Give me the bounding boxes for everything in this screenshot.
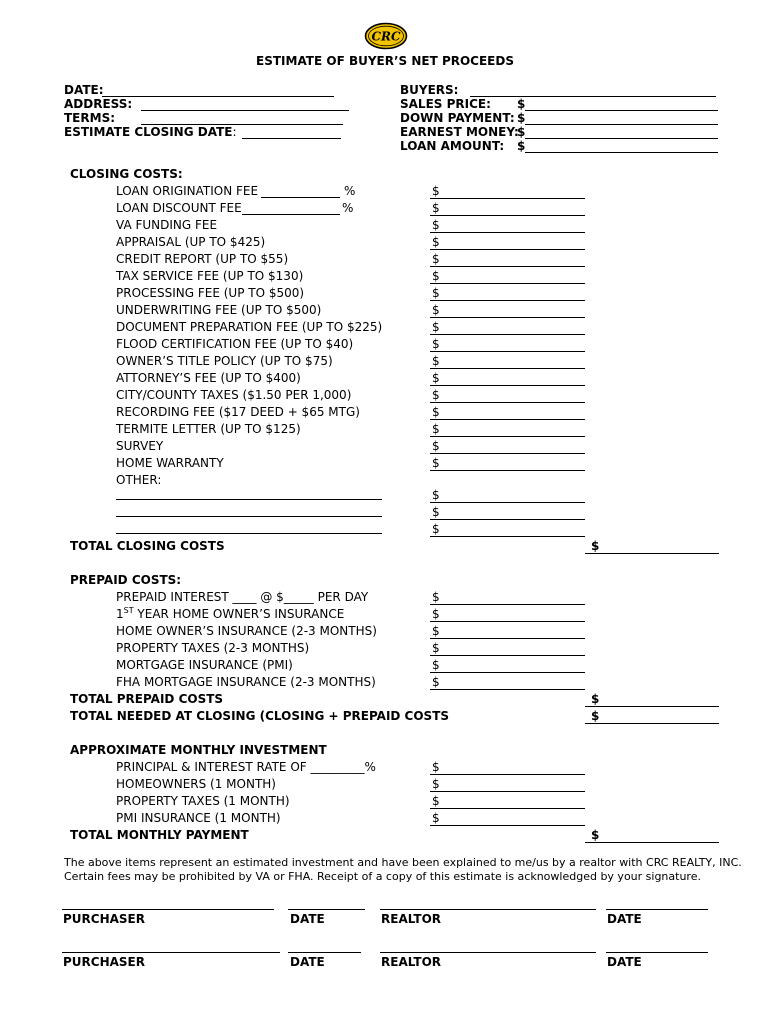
other-amount-field[interactable] [430,488,585,503]
first-year-number: 1 [116,607,124,621]
closing-cost-item-label: TERMITE LETTER (UP TO $125) [116,422,301,436]
loan-discount-amount-field[interactable] [430,201,585,216]
total-closing-costs-field[interactable] [585,539,719,554]
closing-cost-item-amount-field[interactable] [430,218,585,233]
dollar-sign: $ [432,201,440,215]
ordinal-suffix: ST [123,606,134,615]
estimate-closing-date-row [64,125,237,139]
dollar-sign: $ [432,422,440,436]
closing-cost-item-label: PROCESSING FEE (UP TO $500) [116,286,305,300]
monthly-item-amount-field[interactable] [430,811,585,826]
closing-cost-item-amount-field[interactable] [430,252,585,267]
total-monthly-payment-label: TOTAL MONTHLY PAYMENT [70,828,249,842]
realtor-signature-line[interactable] [380,952,596,953]
prepaid-cost-item-amount-field[interactable] [430,675,585,690]
dollar-sign: $ [432,658,440,672]
buyers-label: BUYERS: [400,83,459,97]
closing-cost-item-label: CREDIT REPORT (UP TO $55) [116,252,289,266]
dollar-sign: $ [591,828,600,842]
closing-cost-item-label: DOCUMENT PREPARATION FEE (UP TO $225) [116,320,383,334]
dollar-sign: $ [432,337,440,351]
loan-origination-fee-label: LOAN ORIGINATION FEE [116,184,259,198]
dollar-sign: $ [432,218,440,232]
closing-cost-item-label: UNDERWRITING FEE (UP TO $500) [116,303,322,317]
other-amount-field[interactable] [430,505,585,520]
loan-amount-field[interactable] [525,152,718,153]
closing-cost-item-amount-field[interactable] [430,303,585,318]
closing-cost-item-label: APPRAISAL (UP TO $425) [116,235,266,249]
purchaser-date-line[interactable] [288,909,365,910]
dollar-sign: $ [432,235,440,249]
closing-cost-item-label: OWNER’S TITLE POLICY (UP TO $75) [116,354,333,368]
dollar-sign: $ [517,111,526,125]
total-closing-costs-label: TOTAL CLOSING COSTS [70,539,225,553]
disclaimer-line-1: The above items represent an estimated investment and have been explained to me/us by a realtor with CRC REALTY, INC. [64,856,742,869]
prepaid-cost-item-amount-field[interactable] [430,658,585,673]
estimate-closing-date-field[interactable] [242,138,341,139]
loan-discount-fee-label: LOAN DISCOUNT FEE [116,201,242,215]
monthly-investment-heading: APPROXIMATE MONTHLY INVESTMENT [70,743,327,757]
total-prepaid-costs-label: TOTAL PREPAID COSTS [70,692,224,706]
closing-cost-item-label: RECORDING FEE ($17 DEED + $65 MTG) [116,405,360,419]
total-monthly-payment-field[interactable] [585,828,719,843]
down-payment-label: DOWN PAYMENT: [400,111,515,125]
first-year-text: YEAR HOME OWNER’S INSURANCE [133,607,345,621]
dollar-sign: $ [432,505,440,519]
purchaser-label: PURCHASER [63,955,145,969]
closing-cost-item-amount-field[interactable] [430,235,585,250]
dollar-sign: $ [517,139,526,153]
dollar-sign: $ [432,371,440,385]
percent-sign: % [342,201,354,215]
dollar-sign: $ [432,252,440,266]
dollar-sign: $ [432,320,440,334]
address-label: ADDRESS: [64,97,133,111]
closing-costs-heading: CLOSING COSTS: [70,167,183,181]
buyers-field[interactable] [470,96,716,97]
percent-sign: % [344,184,356,198]
sales-price-field[interactable] [525,110,718,111]
closing-cost-item-amount-field[interactable] [430,371,585,386]
prepaid-interest-label: PREPAID INTEREST ____ @ $_____ PER DAY [116,590,369,604]
dollar-sign: $ [432,388,440,402]
other-description-field[interactable] [116,499,382,500]
prepaid-costs-heading: PREPAID COSTS: [70,573,182,587]
colon: : [232,125,237,139]
loan-amount-label: LOAN AMOUNT: [400,139,505,153]
prepaid-cost-item-amount-field[interactable] [430,624,585,639]
date-label: DATE [290,955,325,969]
date-label: DATE [290,912,325,926]
realtor-date-line[interactable] [606,952,708,953]
prepaid-interest-amount-field[interactable] [430,590,585,605]
total-needed-at-closing-label: TOTAL NEEDED AT CLOSING (CLOSING + PREPAID COSTS [70,709,450,723]
date-label: DATE: [64,83,104,97]
dollar-sign: $ [432,286,440,300]
other-description-field[interactable] [116,516,382,517]
monthly-item-amount-field[interactable] [430,777,585,792]
dollar-sign: $ [517,97,526,111]
dollar-sign: $ [432,675,440,689]
prepaid-cost-item-amount-field[interactable] [430,641,585,656]
first-year-insurance-amount-field[interactable] [430,607,585,622]
monthly-item-label: HOMEOWNERS (1 MONTH) [116,777,276,791]
dollar-sign: $ [591,692,600,706]
dollar-sign: $ [591,539,600,553]
monthly-item-label: PROPERTY TAXES (1 MONTH) [116,794,290,808]
dollar-sign: $ [432,641,440,655]
disclaimer-line-2: Certain fees may be prohibited by VA or FHA. Receipt of a copy of this estimate is acknowledged by your signature. [64,870,701,883]
prepaid-cost-item-label: PROPERTY TAXES (2-3 MONTHS) [116,641,310,655]
other-amount-field[interactable] [430,522,585,537]
sales-price-label: SALES PRICE: [400,97,491,111]
purchaser-label: PURCHASER [63,912,145,926]
realtor-signature-line[interactable] [380,909,596,910]
closing-cost-item-amount-field[interactable] [430,405,585,420]
dollar-sign: $ [432,522,440,536]
dollar-sign: $ [432,794,440,808]
closing-cost-item-amount-field[interactable] [430,269,585,284]
closing-cost-item-amount-field[interactable] [430,422,585,437]
dollar-sign: $ [432,811,440,825]
dollar-sign: $ [432,269,440,283]
address-field[interactable] [141,110,349,111]
closing-cost-item-amount-field[interactable] [430,320,585,335]
total-prepaid-costs-field[interactable] [585,692,719,707]
closing-cost-item-label: SURVEY [116,439,164,453]
other-description-field[interactable] [116,533,382,534]
dollar-sign: $ [432,624,440,638]
dollar-sign: $ [432,439,440,453]
principal-interest-amount-field[interactable] [430,760,585,775]
closing-cost-item-label: ATTORNEY’S FEE (UP TO $400) [116,371,301,385]
purchaser-signature-line[interactable] [62,909,274,910]
loan-origination-percent-field[interactable] [261,197,340,198]
closing-cost-item-amount-field[interactable] [430,354,585,369]
prepaid-cost-item-label: HOME OWNER’S INSURANCE (2-3 MONTHS) [116,624,377,638]
dollar-sign: $ [432,303,440,317]
closing-cost-item-label: HOME WARRANTY [116,456,224,470]
dollar-sign: $ [432,777,440,791]
dollar-sign: $ [591,709,600,723]
total-needed-at-closing-field[interactable] [585,709,719,724]
date-label: DATE [607,955,642,969]
closing-cost-item-amount-field[interactable] [430,388,585,403]
crc-logo [364,22,408,50]
closing-cost-item-label: OTHER: [116,473,162,487]
earnest-money-field[interactable] [525,138,718,139]
closing-cost-item-label: TAX SERVICE FEE (UP TO $130) [116,269,304,283]
dollar-sign: $ [432,405,440,419]
date-label: DATE [607,912,642,926]
earnest-money-label: EARNEST MONEY: [400,125,519,139]
closing-cost-item-label: FLOOD CERTIFICATION FEE (UP TO $40) [116,337,354,351]
svg-text:CRC: CRC [371,29,401,44]
realtor-label: REALTOR [381,955,442,969]
closing-cost-item-label: CITY/COUNTY TAXES ($1.50 PER 1,000) [116,388,352,402]
terms-label: TERMS: [64,111,116,125]
realtor-label: REALTOR [381,912,442,926]
closing-cost-item-amount-field[interactable] [430,456,585,471]
monthly-item-amount-field[interactable] [430,794,585,809]
closing-cost-item-label: VA FUNDING FEE [116,218,218,232]
form-title: ESTIMATE OF BUYER’S NET PROCEEDS [256,54,514,68]
dollar-sign: $ [432,354,440,368]
date-field[interactable] [102,96,334,97]
realtor-date-line[interactable] [606,909,708,910]
monthly-item-label: PMI INSURANCE (1 MONTH) [116,811,281,825]
dollar-sign: $ [432,184,440,198]
estimate-closing-date-label: ESTIMATE CLOSING DATE [64,125,233,139]
dollar-sign: $ [432,488,440,502]
first-year-insurance-label [116,607,344,621]
closing-cost-item-amount-field[interactable] [430,439,585,454]
dollar-sign: $ [432,590,440,604]
down-payment-field[interactable] [525,124,718,125]
principal-interest-label: PRINCIPAL & INTEREST RATE OF _________% [116,760,376,774]
dollar-sign: $ [432,760,440,774]
prepaid-cost-item-label: MORTGAGE INSURANCE (PMI) [116,658,293,672]
purchaser-date-line[interactable] [288,952,361,953]
loan-origination-amount-field[interactable] [430,184,585,199]
prepaid-cost-item-label: FHA MORTGAGE INSURANCE (2-3 MONTHS) [116,675,376,689]
closing-cost-item-amount-field[interactable] [430,337,585,352]
dollar-sign: $ [432,456,440,470]
loan-discount-percent-field[interactable] [242,214,340,215]
closing-cost-item-amount-field[interactable] [430,286,585,301]
dollar-sign: $ [517,125,526,139]
purchaser-signature-line[interactable] [62,952,280,953]
dollar-sign: $ [432,607,440,621]
